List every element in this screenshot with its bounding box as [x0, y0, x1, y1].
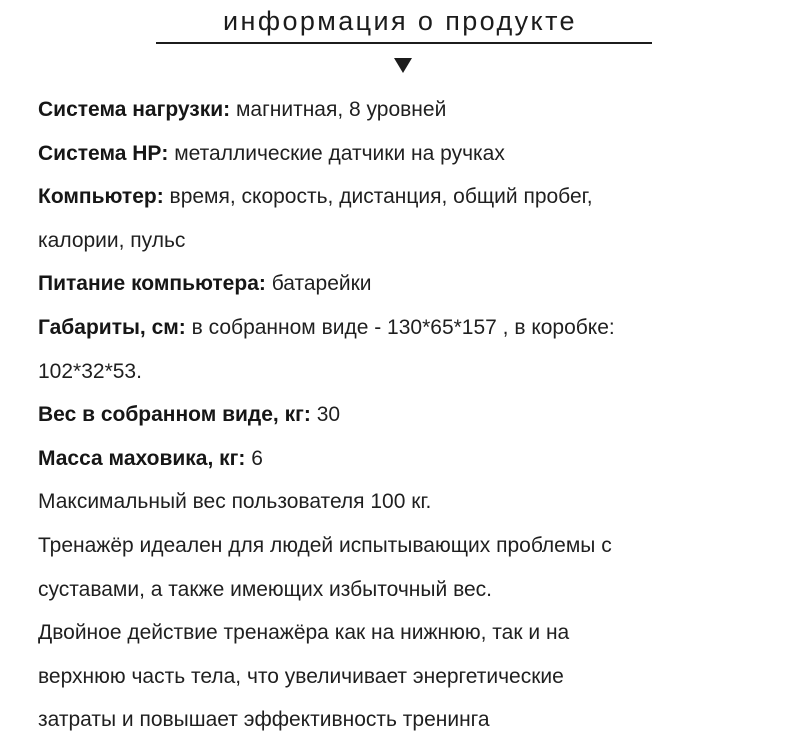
spec-max-user-weight [38, 480, 778, 524]
spec-assembled-weight [38, 393, 778, 437]
title-underline [156, 42, 652, 44]
spec-value: затраты и повышает эффективность тренинга [38, 708, 490, 732]
product-specs-list [38, 88, 778, 742]
spec-value: 6 [245, 446, 263, 470]
spec-value: суставами, а также имеющих избыточный вес. [38, 577, 493, 601]
spec-label: Система нагрузки: [38, 98, 231, 121]
spec-value: батарейки [265, 272, 372, 296]
spec-label: Система HP: [38, 141, 169, 165]
spec-label: Вес в собранном виде, кг: [38, 403, 311, 427]
description-line [38, 698, 778, 742]
spec-value: в собранном виде - 130*65*157 , в коробке: [185, 315, 615, 339]
spec-dimensions-cont [38, 350, 778, 394]
spec-dimensions [38, 306, 778, 350]
spec-value: магнитная, 8 уровней [230, 98, 447, 121]
spec-value: 30 [310, 403, 341, 427]
section-title: информация о продукте [223, 6, 577, 36]
spec-value: Тренажёр идеален для людей испытывающих проблемы с [38, 533, 612, 557]
spec-label: Масса маховика, кг: [38, 446, 246, 470]
spec-computer-power [38, 262, 778, 306]
spec-computer-cont [38, 219, 778, 263]
spec-value: Максимальный вес пользователя 100 кг. [38, 490, 432, 514]
spec-label: Питание компьютера: [38, 272, 266, 296]
spec-value: время, скорость, дистанция, общий пробег, [163, 185, 593, 209]
spec-value: калории, пульс [38, 228, 186, 252]
spec-value: металлические датчики на ручках [168, 141, 505, 165]
spec-computer [38, 175, 778, 219]
description-line [38, 524, 778, 568]
spec-flywheel-mass [38, 437, 778, 481]
spec-value: 102*32*53. [38, 359, 142, 383]
spec-label: Компьютер: [38, 185, 164, 209]
description-line [38, 655, 778, 699]
description-line [38, 568, 778, 612]
spec-label: Габариты, см: [38, 315, 186, 339]
down-arrow-icon [394, 58, 412, 73]
spec-hr-system [38, 132, 778, 176]
section-header [0, 0, 800, 90]
spec-value: Двойное действие тренажёра как на нижнюю, так и на [38, 621, 570, 645]
spec-load-system [38, 88, 778, 132]
spec-value: верхнюю часть тела, что увеличивает энергетические [38, 664, 564, 688]
description-line [38, 611, 778, 655]
